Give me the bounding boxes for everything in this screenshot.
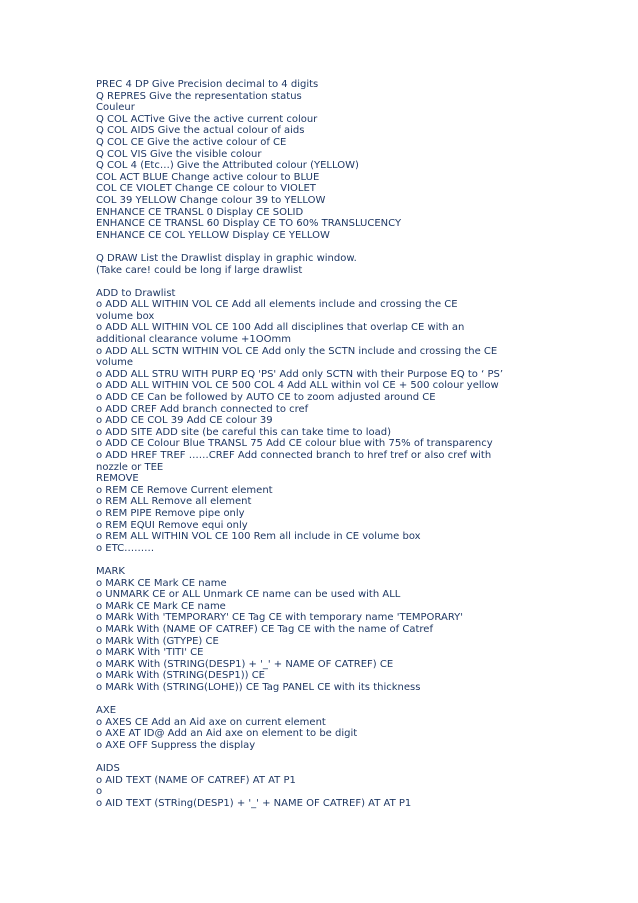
text-line: Q COL AIDS Give the actual colour of aids [96,125,305,137]
section-add-remove [96,288,516,555]
text-line: nozzle or TEE [96,461,164,473]
text-line: o MARk With (GTYPE) CE [96,635,219,647]
text-line: Q COL 4 (Etc…) Give the Attributed colour (YELLOW) [96,160,359,172]
text-line: o ADD ALL WITHIN VOL CE Add all elements include and crossing the CE [96,299,458,311]
document-page [96,79,516,809]
text-line: Q REPRES Give the representation status [96,90,302,102]
text-line: Q COL CE Give the active colour of CE [96,136,287,148]
text-line: o MARk CE Mark CE name [96,600,226,612]
text-line: o ADD CE Colour Blue TRANSL 75 Add CE colour blue with 75% of transparency [96,438,493,450]
text-line: o ADD SITE ADD site (be careful this can take time to load) [96,426,391,438]
section-mark [96,566,516,694]
text-line: AXE [96,705,117,717]
section-aids [96,763,516,809]
text-line: ADD to Drawlist [96,287,176,299]
text-line: o ADD ALL STRU WITH PURP EQ 'PS' Add only SCTN with their Purpose EQ to ‘ PS’ [96,368,504,380]
text-line: o MARk With (STRING(LOHE)) CE Tag PANEL CE with its thickness [96,681,421,693]
section-axe [96,705,516,751]
text-line: o MARk With (NAME OF CATREF) CE Tag CE with the name of Catref [96,623,433,635]
text-line: o REM ALL WITHIN VOL CE 100 Rem all include in CE volume box [96,531,421,543]
blank-line [96,554,516,566]
text-line: o AXES CE Add an Aid axe on current element [96,716,326,728]
blank-line [96,276,516,288]
text-line: o ADD HREF TREF ……CREF Add connected branch to href tref or also cref with [96,450,492,461]
text-line: o MARK CE Mark CE name [96,577,227,589]
text-line: PREC 4 DP Give Precision decimal to 4 digits [96,79,319,90]
text-line: ENHANCE CE COL YELLOW Display CE YELLOW [96,229,330,241]
text-line: o AID TEXT (STRing(DESP1) + '_' + NAME OF CATREF) AT AT P1 [96,797,412,809]
text-line: ENHANCE CE TRANSL 0 Display CE SOLID [96,206,304,218]
section-representation [96,79,516,241]
text-line: o REM CE Remove Current element [96,484,273,496]
text-line: COL ACT BLUE Change active colour to BLUE [96,171,320,183]
text-line: o AXE AT ID@ Add an Aid axe on element to be digit [96,728,358,740]
text-line: o ETC……… [96,542,155,554]
text-line: o UNMARK CE or ALL Unmark CE name can be used with ALL [96,589,401,601]
text-line: COL CE VIOLET Change CE colour to VIOLET [96,183,316,195]
text-line: MARK [96,565,125,577]
text-line: volume box [96,310,155,322]
text-line: ENHANCE CE TRANSL 60 Display CE TO 60% TRANSLUCENCY [96,218,402,230]
text-line: REMOVE [96,473,139,485]
text-line: AIDS [96,763,120,775]
text-line: o AXE OFF Suppress the display [96,739,256,751]
text-line: o REM ALL Remove all element [96,496,252,508]
text-line: Q COL ACTive Give the active current colour [96,113,318,125]
blank-line [96,241,516,253]
text-line: o [96,786,103,798]
section-drawlist-query [96,253,516,276]
text-line: COL 39 YELLOW Change colour 39 to YELLOW [96,194,326,206]
text-line: o AID TEXT (NAME OF CATREF) AT AT P1 [96,774,296,786]
text-line: o MARk With (STRING(DESP1)) CE [96,670,265,682]
text-line: additional clearance volume +1OOmm [96,334,291,346]
text-line: o MARK With (STRING(DESP1) + '_' + NAME OF CATREF) CE [96,658,394,670]
text-line: o ADD ALL SCTN WITHIN VOL CE Add only the SCTN include and crossing the CE [96,345,498,357]
text-line: o MARK With 'TITI' CE [96,647,204,659]
blank-line [96,751,516,763]
text-line: o REM PIPE Remove pipe only [96,507,245,519]
text-line: Couleur [96,102,135,114]
text-line: (Take care! could be long if large drawlist [96,264,303,276]
blank-line [96,693,516,705]
text-line: o REM EQUI Remove equi only [96,519,248,531]
text-line: Q DRAW List the Drawlist display in graphic window. [96,252,357,264]
text-line: o ADD ALL WITHIN VOL CE 100 Add all disciplines that overlap CE with an [96,322,465,334]
text-line: o MARk With 'TEMPORARY' CE Tag CE with temporary name 'TEMPORARY' [96,612,463,624]
text-line: o ADD ALL WITHIN VOL CE 500 COL 4 Add ALL within vol CE + 500 colour yellow [96,380,499,392]
text-line: volume [96,357,134,369]
text-line: Q COL VIS Give the visible colour [96,148,262,160]
text-line: o ADD CREF Add branch connected to cref [96,403,309,415]
text-line: o ADD CE COL 39 Add CE colour 39 [96,415,273,427]
text-line: o ADD CE Can be followed by AUTO CE to zoom adjusted around CE [96,392,436,404]
